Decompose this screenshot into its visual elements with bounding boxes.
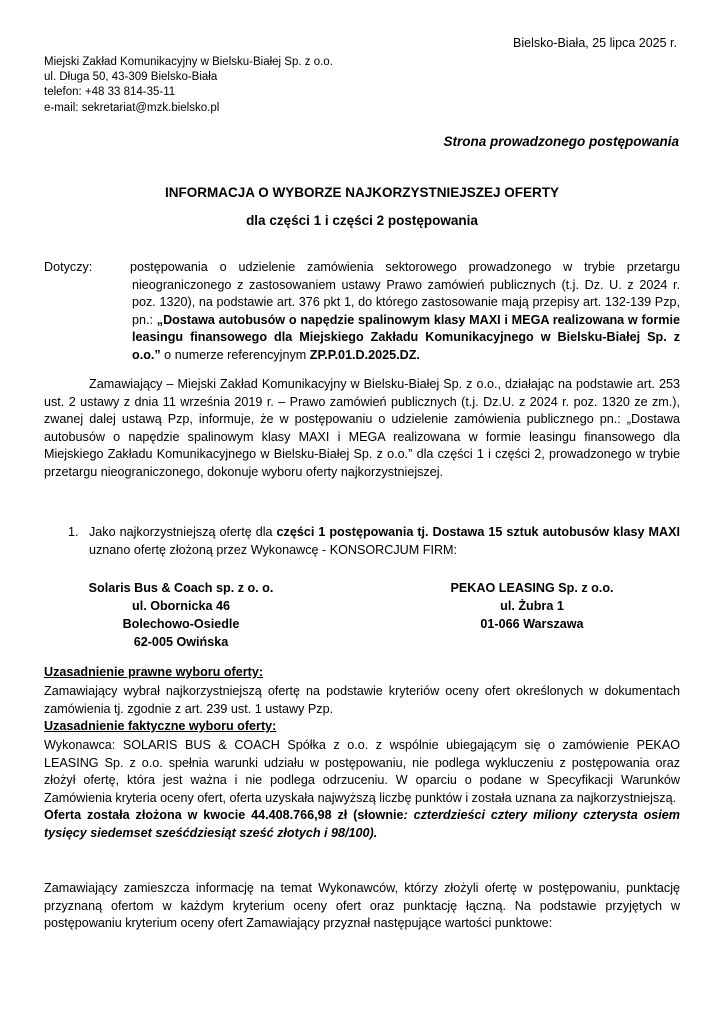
company-name: PEKAO LEASING Sp. z o.o. [450, 581, 614, 595]
page-label: Strona prowadzonego postępowania [443, 134, 679, 149]
dotyczy-label: Dotyczy: [44, 260, 93, 274]
final-paragraph: Zamawiający zamieszcza informację na temat Wykonawców, którzy złożyli ofertę w postępowaniu, punktację przyznaną ofertom w każdym kryterium oceny ofert oraz punktację łączną. Na podstawie przyjętych w postępowaniu kryterium oceny ofert Zamawiający przyznał następujące wartości punktowe: [44, 881, 680, 931]
document-date: Bielsko-Biała, 25 lipca 2025 r. [513, 36, 677, 50]
list-item-1 [68, 524, 680, 559]
company-postcode: 01-066 Warszawa [480, 617, 584, 631]
item1-text-b: uznano ofertę złożoną przez Wykonawcę - KONSORCJUM FIRM: [89, 542, 458, 557]
intro-paragraph: Zamawiający – Miejski Zakład Komunikacyjny w Bielsku-Białej Sp. z o.o., działając na podstawie art. 253 ust. 2 ustawy z dnia 11 września 2019 r. – Prawo zamówień publicznych (t.j. Dz.U. z 2024 r. poz. 1320 ze zm.), zwanej dalej ustawą Pzp, informuje, że w postępowaniu o udzielenie zamówienia publicznego pn.: „Dostawa autobusów o napędzie spalinowym klasy MAXI i MEGA realizowana w formie leasingu finansowego dla Miejskiego Zakładu Komunikacyjnego w Bielsku-Białej Sp. z o.o.” dla części 1 i części 2, prowadzonego w trybie przetargu nieograniczonego, dokonuje wyboru oferty najkorzystniejszej. [44, 377, 680, 479]
item1-text-a: Jako najkorzystniejszą ofertę dla [89, 525, 277, 539]
consortium-member-left [77, 579, 285, 651]
factual-basis-text: Wykonawca: SOLARIS BUS & COACH Spółka z o.o. z wspólnie ubiegającym się o zamówienie PEKAO LEASING Sp. z o.o. spełnia warunki udziału w postępowaniu, nie podlega wykluczeniu z postępowania oraz złożył ofertę, która jest ważna i nie podlega odrzuceniu. W oparciu o podane w Specyfikacji Warunków Zamówienia kryteria oceny ofert, oferta uzyskała najwyższą liczbę punktów i została uznana za najkorzystniejszą. [44, 738, 680, 805]
sender-email: e-mail: sekretariat@mzk.bielsko.pl [44, 101, 220, 114]
factual-basis-section [44, 737, 680, 843]
company-street: ul. Żubra 1 [500, 599, 564, 613]
reference-number: ZP.P.01.D.2025.DZ. [309, 347, 420, 362]
factual-basis-heading: Uzasadnienie faktyczne wyboru oferty: [44, 719, 277, 733]
item1-part: części 1 postępowania tj. Dostawa 15 sztuk autobusów klasy MAXI [276, 525, 681, 539]
sender-block [44, 55, 333, 116]
offer-amount: Oferta została złożona w kwocie 44.408.766,98 zł (słownie [44, 808, 404, 823]
company-name: Solaris Bus & Coach sp. z o. o. [88, 581, 274, 595]
consortium-member-right [432, 579, 632, 633]
procurement-title: „Dostawa autobusów o napędzie spalinowym klasy MAXI i MEGA realizowana w formie leasingu finansowego dla Miejskiego Zakładu Komunikacyjnego w Bielsku-Białej Sp. z o.o.” [132, 312, 680, 362]
sender-address: ul. Długa 50, 43-309 Bielsko-Biała [44, 71, 218, 84]
legal-basis-text: Zamawiający wybrał najkorzystniejszą ofertę na podstawie kryteriów oceny ofert określonych w dokumentach zamówienia tj. zgodnie z art. 239 ust. 1 ustawy Pzp. [44, 684, 680, 716]
company-locality: Bolechowo-Osiedle [122, 617, 240, 631]
document-title: INFORMACJA O WYBORZE NAJKORZYSTNIEJSZEJ OFERTY [164, 185, 560, 200]
list-item-body [89, 524, 680, 559]
sender-name: Miejski Zakład Komunikacyjny w Bielsku-Białej Sp. z o.o. [44, 56, 333, 68]
document-subtitle: dla części 1 i części 2 postępowania [246, 213, 478, 228]
legal-basis-heading: Uzasadnienie prawne wyboru oferty: [44, 665, 264, 679]
offer-amount-words: : czterdzieści cztery miliony czterysta osiem tysięcy siedemset sześćdziesiąt sześć złotych i 98/100). [44, 808, 680, 840]
dotyczy-plain: postępowania o udzielenie zamówienia sektorowego prowadzonego w trybie przetargu nieograniczonego z zastosowaniem ustawy Prawo zamówień publicznych (t.j. Dz. U. z 2024 r. poz. 1320), na podstawie art. 376 pkt 1, do którego zastosowanie mają przepisy art. 132-139 Pzp, pn.: [130, 260, 680, 327]
sender-phone: telefon: +48 33 814-35-11 [44, 86, 176, 99]
company-postcode: 62-005 Owińska [133, 635, 229, 649]
list-item-number: 1. [68, 525, 79, 539]
ref-prefix: o numerze referencyjnym [160, 347, 310, 362]
dotyczy-text [132, 259, 680, 365]
company-street: ul. Obornicka 46 [132, 599, 230, 613]
dotyczy-section [44, 259, 680, 365]
